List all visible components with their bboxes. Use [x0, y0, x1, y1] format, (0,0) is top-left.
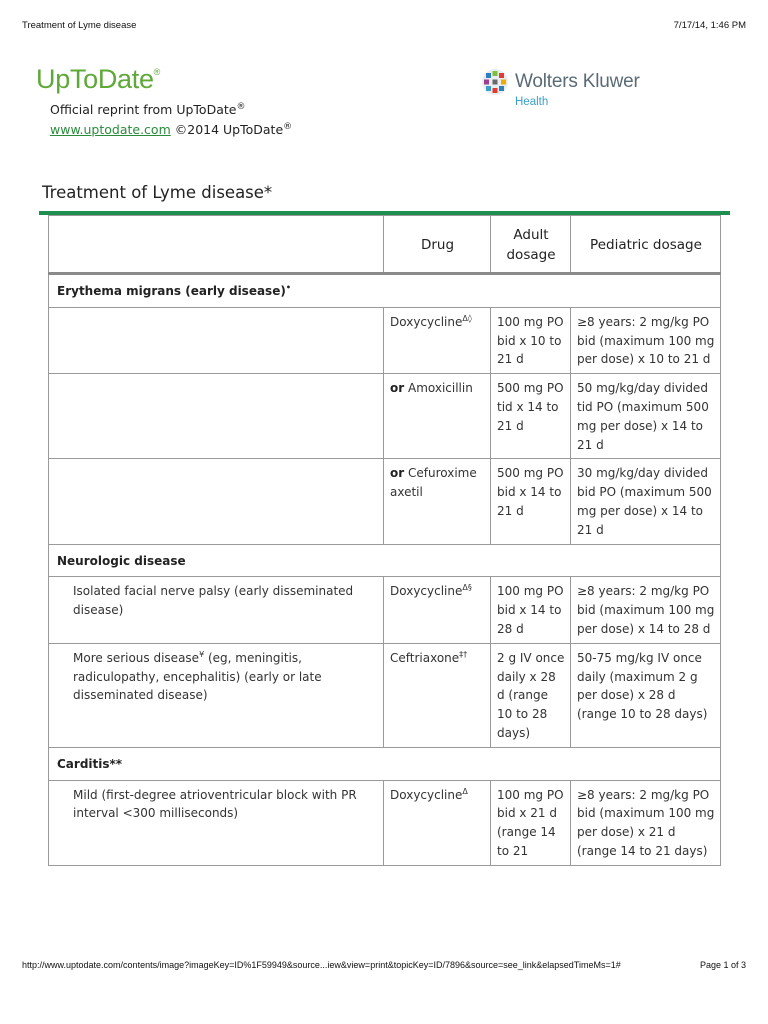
section-row-carditis [49, 747, 721, 780]
drug-name: Doxycycline [390, 314, 463, 329]
drug-cell [384, 643, 491, 747]
condition-footnote-sup: ¥ [199, 649, 205, 659]
adult-dosage-cell: 100 mg PO bid x 14 to 28 d [491, 577, 571, 643]
drug-name: Doxycycline [390, 787, 463, 802]
pediatric-dosage-cell: ≥8 years: 2 mg/kg PO bid (maximum 100 mg per dose) x 14 to 28 d [571, 577, 721, 643]
column-header-drug: Drug [384, 216, 491, 274]
table-row [49, 577, 721, 643]
section-title-cell [49, 544, 721, 577]
section-title-cell [49, 747, 721, 780]
copyright-text: ©2014 UpToDate [170, 122, 284, 138]
column-header-condition [49, 216, 384, 274]
page-title: Treatment of Lyme disease* [42, 183, 273, 202]
wolters-kluwer-name: Wolters Kluwer [515, 71, 640, 92]
drug-footnote-sup: ‡† [459, 649, 468, 659]
table-row [49, 374, 721, 459]
pediatric-dosage-cell: 50 mg/kg/day divided tid PO (maximum 500 mg per dose) x 14 to 21 d [571, 374, 721, 459]
drug-cell [384, 374, 491, 459]
print-footer [22, 960, 746, 974]
condition-cell: Isolated facial nerve palsy (early disseminated disease) [49, 577, 384, 643]
table-row [49, 459, 721, 544]
adult-dosage-cell: 500 mg PO bid x 14 to 21 d [491, 459, 571, 544]
reprint-text: Official reprint from UpToDate [50, 102, 237, 118]
condition-text-rest: (eg, meningitis, radiculopathy, encephalitis) (early or late disseminated disease) [73, 650, 322, 703]
drug-footnote-sup: Δ◊ [462, 313, 472, 323]
drug-prefix: or [390, 381, 405, 396]
reprint-reg: ® [236, 102, 246, 112]
wolters-kluwer-health: Health [515, 96, 549, 108]
uptodate-logo-text: UpToDate [36, 64, 154, 94]
section-title: Neurologic disease [57, 553, 186, 568]
section-title-cell [49, 274, 721, 308]
drug-name: Cefuroxime axetil [390, 466, 477, 500]
wolters-kluwer-mark-icon [481, 68, 509, 96]
treatment-table [48, 215, 721, 866]
pediatric-dosage-cell: ≥8 years: 2 mg/kg PO bid (maximum 100 mg per dose) x 10 to 21 d [571, 307, 721, 373]
section-row-neurologic-disease [49, 544, 721, 577]
wolters-kluwer-logo [480, 66, 670, 116]
uptodate-link[interactable]: www.uptodate.com [50, 122, 171, 138]
section-row-erythema-migrans [49, 274, 721, 308]
adult-dosage-cell: 500 mg PO tid x 14 to 21 d [491, 374, 571, 459]
section-title: Erythema migrans (early disease) [57, 284, 286, 298]
condition-cell [49, 459, 384, 544]
drug-prefix: or [390, 466, 405, 481]
drug-cell [384, 307, 491, 373]
adult-dosage-cell: 2 g IV once daily x 28 d (range 10 to 28 days) [491, 643, 571, 747]
section-title: Carditis** [57, 756, 123, 771]
drug-cell [384, 577, 491, 643]
condition-cell [49, 374, 384, 459]
table-row [49, 307, 721, 373]
condition-cell: Mild (first-degree atrioventricular block with PR interval <300 milliseconds) [49, 780, 384, 865]
column-header-pediatric-dosage: Pediatric dosage [571, 216, 721, 274]
reprint-line [50, 102, 245, 117]
table-header-row [49, 216, 721, 274]
drug-name: Amoxicillin [404, 381, 473, 396]
print-header-title: Treatment of Lyme disease [22, 20, 137, 31]
table-row [49, 780, 721, 865]
adult-dosage-cell: 100 mg PO bid x 21 d (range 14 to 21 [491, 780, 571, 865]
uptodate-logo-reg: ® [153, 67, 161, 77]
column-header-adult-dosage: Adult dosage [491, 216, 571, 274]
copyright-reg: ® [283, 122, 293, 132]
adult-dosage-cell: 100 mg PO bid x 10 to 21 d [491, 307, 571, 373]
print-footer-page: Page 1 of 3 [699, 960, 746, 970]
print-header-datetime: 7/17/14, 1:46 PM [673, 20, 746, 31]
table-row [49, 643, 721, 747]
print-header [22, 20, 746, 34]
drug-cell [384, 780, 491, 865]
drug-footnote-sup: Δ§ [462, 583, 472, 593]
pediatric-dosage-cell: 50-75 mg/kg IV once daily (maximum 2 g per dose) x 28 d (range 10 to 28 days) [571, 643, 721, 747]
copyright-line [50, 122, 292, 137]
pediatric-dosage-cell: 30 mg/kg/day divided bid PO (maximum 500 mg per dose) x 14 to 21 d [571, 459, 721, 544]
condition-text: More serious disease [73, 650, 200, 665]
drug-footnote-sup: Δ [462, 786, 468, 796]
drug-name: Ceftriaxone [390, 650, 460, 665]
condition-cell [49, 307, 384, 373]
section-title-sup: • [285, 283, 291, 292]
uptodate-logo [36, 64, 160, 95]
drug-name: Doxycycline [390, 584, 463, 599]
drug-cell [384, 459, 491, 544]
condition-cell [49, 643, 384, 747]
pediatric-dosage-cell: ≥8 years: 2 mg/kg PO bid (maximum 100 mg per dose) x 21 d (range 14 to 21 days) [571, 780, 721, 865]
print-footer-url: http://www.uptodate.com/contents/image?imageKey=ID%1F59949&source...iew&view=print&topicKey=ID/7896&source=see_link&elapsedTimeMs=1# [22, 960, 621, 970]
